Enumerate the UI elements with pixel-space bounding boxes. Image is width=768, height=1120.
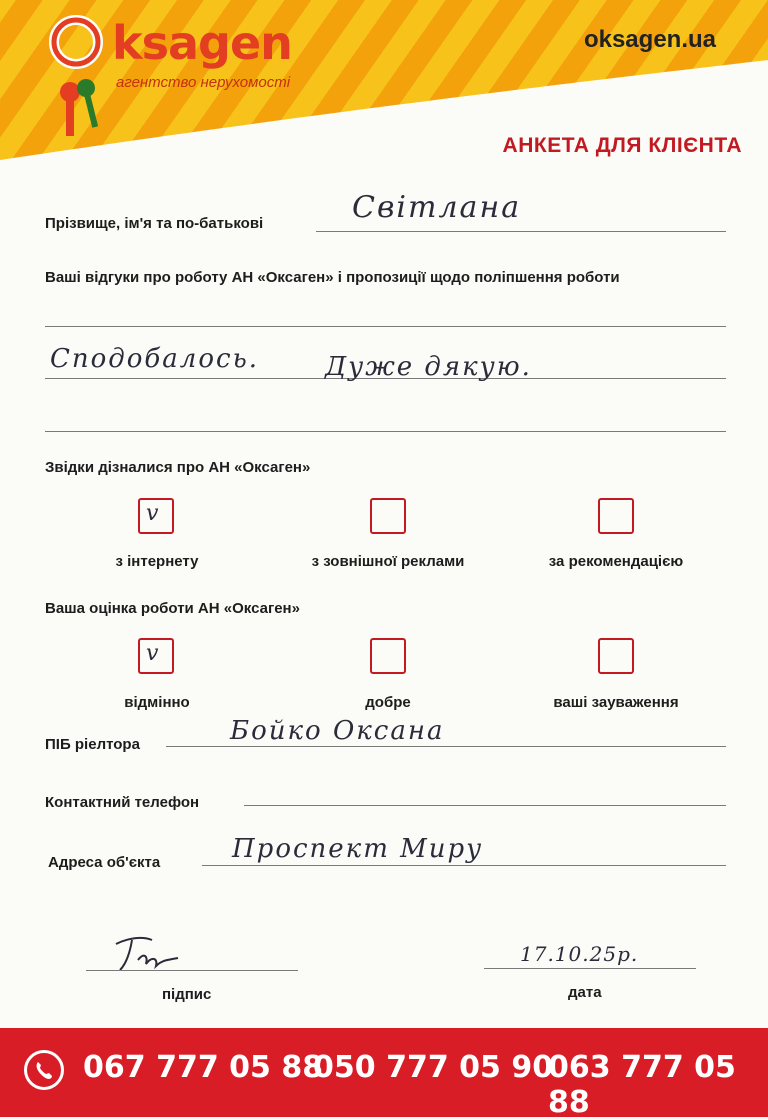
feedback-label: Ваші відгуки про роботу АН «Оксаген» і пропозиції щодо поліпшення роботи bbox=[45, 269, 620, 286]
rating-excellent-checkbox[interactable] bbox=[138, 638, 174, 674]
form-title: АНКЕТА ДЛЯ КЛІЄНТА bbox=[502, 134, 742, 157]
address-label: Адреса об'єкта bbox=[48, 854, 161, 871]
phone-line bbox=[244, 805, 726, 806]
source-option-internet: з інтернету bbox=[115, 553, 199, 570]
brand-subtitle: агентство нерухомості bbox=[116, 74, 291, 91]
phone-number-3[interactable]: 063 777 05 88 bbox=[548, 1050, 736, 1120]
date-line bbox=[484, 968, 696, 969]
phone-label: Контактний телефон bbox=[45, 794, 200, 811]
rating-option-good: добре bbox=[365, 694, 411, 711]
logo bbox=[40, 10, 300, 140]
realtor-line bbox=[166, 746, 726, 747]
feedback-line-1 bbox=[45, 326, 726, 327]
rating-label: Ваша оцінка роботи АН «Оксаген» bbox=[45, 600, 300, 617]
full-name-line bbox=[316, 231, 726, 232]
rating-option-excellent: відмінно bbox=[124, 694, 190, 711]
date-value: 17.10.25р. bbox=[520, 942, 639, 966]
date-label: дата bbox=[568, 984, 602, 1001]
viber-phone-icon bbox=[24, 1050, 64, 1090]
phone-number-1[interactable]: 067 777 05 88 bbox=[83, 1050, 324, 1085]
feedback-value-1: Сподобалось. bbox=[50, 344, 259, 374]
rating-remarks-checkbox[interactable] bbox=[598, 638, 634, 674]
check-mark: v bbox=[146, 641, 159, 666]
realtor-value: Бойко Оксана bbox=[230, 716, 445, 746]
rating-option-remarks: ваші зауваження bbox=[553, 694, 679, 711]
feedback-value-2: Дуже дякую. bbox=[325, 352, 532, 382]
signature-mark bbox=[108, 930, 188, 980]
signature-label: підпис bbox=[162, 986, 212, 1003]
full-name-value: Світлана bbox=[352, 190, 522, 225]
website-url: oksagen.ua bbox=[583, 26, 716, 53]
feedback-line-3 bbox=[45, 431, 726, 432]
brand-name: ksagen bbox=[112, 16, 292, 70]
footer-phones bbox=[0, 1028, 768, 1120]
full-name-label: Прізвище, ім'я та по-батькові bbox=[45, 215, 264, 232]
realtor-label: ПІБ ріелтора bbox=[45, 736, 140, 753]
rating-good-checkbox[interactable] bbox=[370, 638, 406, 674]
source-ads-checkbox[interactable] bbox=[370, 498, 406, 534]
source-label: Звідки дізналися про АН «Оксаген» bbox=[45, 459, 311, 476]
keys-icon bbox=[40, 10, 120, 140]
signature-line bbox=[86, 970, 298, 971]
source-option-ads: з зовнішної реклами bbox=[311, 553, 465, 570]
address-line bbox=[202, 865, 726, 866]
check-mark: v bbox=[146, 501, 159, 526]
source-internet-checkbox[interactable] bbox=[138, 498, 174, 534]
source-recommendation-checkbox[interactable] bbox=[598, 498, 634, 534]
address-value: Проспект Миру bbox=[232, 834, 484, 864]
source-option-recommendation: за рекомендацією bbox=[548, 553, 684, 570]
phone-number-2[interactable]: 050 777 05 90 bbox=[313, 1050, 554, 1085]
